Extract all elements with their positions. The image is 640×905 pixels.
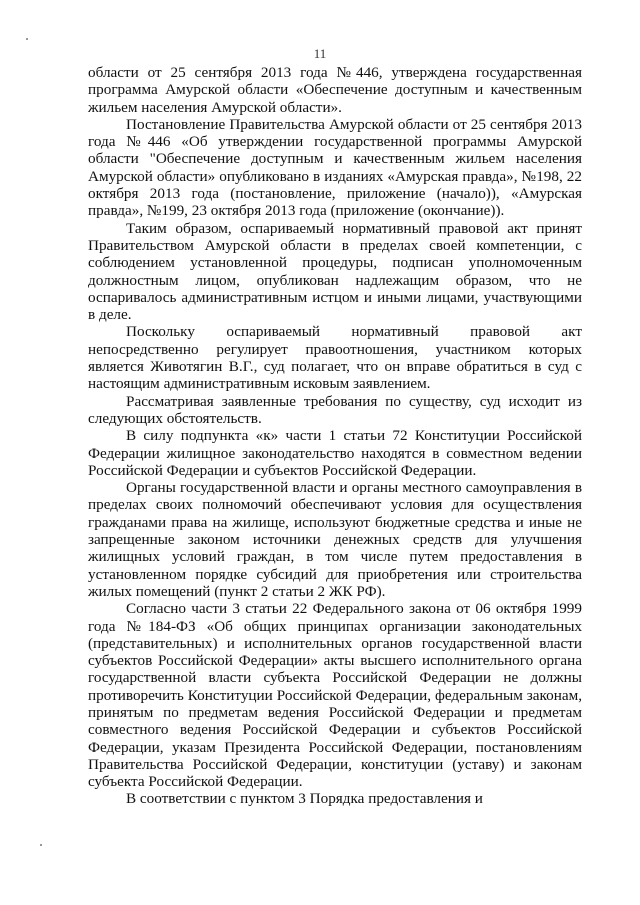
document-body xyxy=(88,64,582,808)
page-number: 11 xyxy=(313,46,327,61)
paragraph: Органы государственной власти и органы местного самоуправления в пределах своих полномочий обеспечивают условия для осуществления гражданами права на жилище, используют бюджетные средства и иные не запрещенные законом источники денежных средств для улучшения жилищных условий граждан, в том числе путем предоставления в установленном порядке субсидий для приобретения или строительства жилых помещений (пункт 2 статьи 2 ЖК РФ). xyxy=(88,479,582,600)
paragraph: Постановление Правительства Амурской области от 25 сентября 2013 года №446 «Об утверждении государственной программы Амурской области "Обеспечение доступным и качественным жильем населения Амурской области» опубликовано в изданиях «Амурская правда», №198, 22 октября 2013 года (постановление, приложение (начало)), «Амурская правда», №199, 23 октября 2013 года (приложение (окончание)). xyxy=(88,115,582,220)
paragraph: Рассматривая заявленные требования по существу, суд исходит из следующих обстоятельств. xyxy=(88,392,582,427)
paragraph: Согласно части 3 статьи 22 Федерального закона от 06 октября 1999 года №184-ФЗ «Об общих принципах организации законодательных (представительных) и исполнительных органов государственной власти субъектов Российской Федерации» акты высшего исполнительного органа государственной власти субъекта Российской Федерации не должны противоречить Конституции Российской Федерации, федеральным законам, принятым по предметам ведения Российской Федерации и предметам совместного ведения Российской Федерации и субъектов Российской Федерации, указам Президента Российской Федерации, постановлениям Правительства Российской Федерации, конституции (уставу) и законам субъекта Российской Федерации. xyxy=(88,600,582,791)
paragraph: Таким образом, оспариваемый нормативный правовой акт принят Правительством Амурской области в пределах своей компетенции, с соблюдением установленной процедуры, подписан уполномоченным должностным лицом, опубликован надлежащим образом, что не оспаривалось административным истцом и иными лицами, участвующими в деле. xyxy=(88,219,582,324)
paragraph: области от 25 сентября 2013 года №446, утверждена государственная программа Амурской области «Обеспечение доступным и качественным жильем населения Амурской области». xyxy=(88,64,582,116)
paragraph: В соответствии с пунктом 3 Порядка предоставления и xyxy=(126,790,483,808)
paragraph: Поскольку оспариваемый нормативный правовой акт непосредственно регулирует правоотношения, участником которых является Животягин В.Г., суд полагает, что он вправе обратиться в суд с настоящим административным исковым заявлением. xyxy=(88,323,582,393)
scan-speck xyxy=(40,844,42,846)
paragraph: В силу подпункта «к» части 1 статьи 72 Конституции Российской Федерации жилищное законодательство находятся в совместном ведении Российской Федерации и субъектов Российской Федерации. xyxy=(88,427,582,479)
scan-speck xyxy=(26,38,28,40)
